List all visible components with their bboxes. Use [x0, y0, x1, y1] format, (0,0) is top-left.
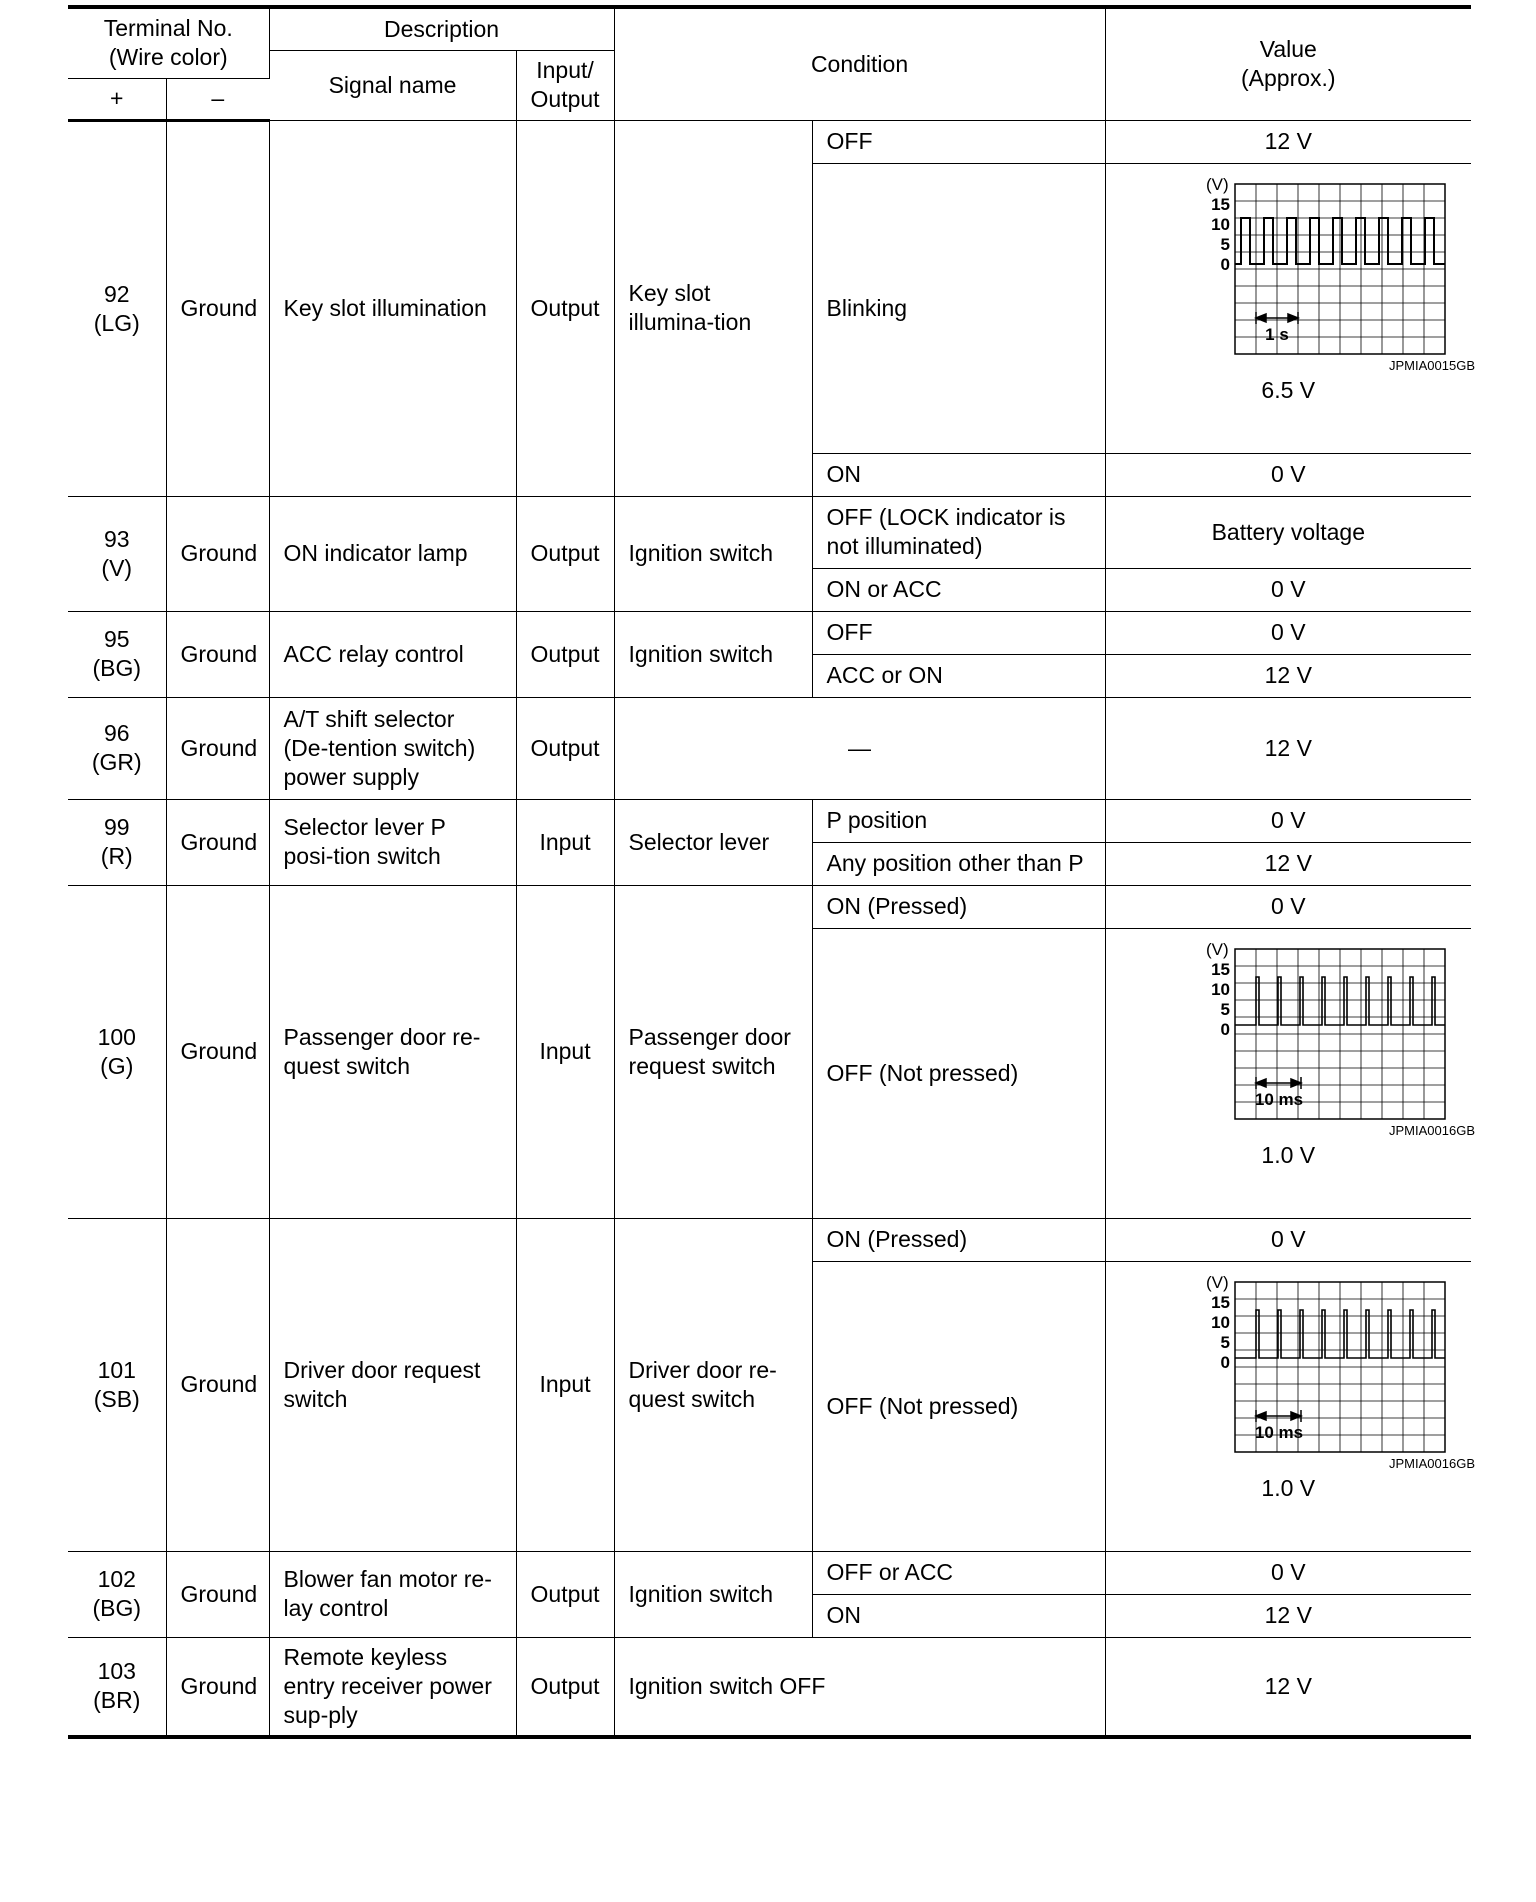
axis-tick: 15: [1211, 194, 1231, 214]
io-type: Output: [516, 697, 614, 799]
table-row: [68, 120, 1471, 163]
condition-state: P position: [812, 799, 1105, 842]
value: 0 V: [1105, 885, 1471, 928]
terminal-cell: [68, 697, 166, 799]
header-plus: +: [68, 78, 166, 120]
condition-state: OFF: [812, 611, 1105, 654]
axis-unit: (V): [1206, 174, 1229, 194]
value: 0 V: [1105, 799, 1471, 842]
header-value-label: Value: [1259, 36, 1317, 63]
header-description: Description: [269, 7, 614, 50]
signal-name: ON indicator lamp: [269, 496, 516, 611]
time-scale-label: 1 s: [1265, 324, 1290, 344]
header-terminal-no: Terminal No.: [103, 15, 233, 42]
terminal-cell: [68, 611, 166, 697]
condition-main: Key slot illumina-tion: [614, 120, 812, 496]
terminal-number: 103: [97, 1658, 136, 1685]
value: 1.0 V: [1261, 1474, 1316, 1501]
value-with-waveform: [1105, 928, 1476, 1218]
condition-state: ON (Pressed): [812, 1218, 1105, 1261]
value: 0 V: [1105, 1551, 1471, 1594]
terminal-spec-table: [68, 5, 1476, 1739]
wire-color: (BR): [93, 1687, 141, 1714]
axis-tick: 0: [1220, 1019, 1231, 1039]
minus-terminal: Ground: [166, 1551, 269, 1637]
signal-name: Selector lever P posi-tion switch: [269, 799, 516, 885]
signal-name: Blower fan motor re-lay control: [269, 1551, 516, 1637]
table-row: [68, 1218, 1471, 1261]
condition-main: Selector lever: [614, 799, 812, 885]
graph-code: JPMIA0016GB: [1389, 1455, 1476, 1471]
axis-unit: (V): [1206, 1272, 1229, 1292]
terminal-number: 95: [103, 626, 130, 652]
axis-unit: (V): [1206, 939, 1229, 959]
io-type: Output: [516, 496, 614, 611]
value: 0 V: [1105, 453, 1471, 496]
value: 12 V: [1105, 120, 1471, 163]
value-with-waveform: [1105, 163, 1476, 453]
header-signal-name: Signal name: [269, 50, 516, 120]
io-type: Input: [516, 885, 614, 1218]
terminal-cell: [68, 885, 166, 1218]
table-row: [68, 799, 1471, 842]
axis-tick: 10: [1211, 979, 1231, 999]
table-row: [68, 1637, 1471, 1737]
terminal-cell: [68, 496, 166, 611]
signal-name: Key slot illumination: [269, 120, 516, 496]
signal-name: A/T shift selector (De-tention switch) power supply: [269, 697, 516, 799]
io-type: Output: [516, 1551, 614, 1637]
terminal-cell: [68, 120, 166, 496]
condition-main: —: [614, 697, 1105, 799]
waveform-graph-blinking: [1138, 174, 1476, 374]
minus-terminal: Ground: [166, 697, 269, 799]
axis-tick: 10: [1211, 1312, 1231, 1332]
axis-tick: 0: [1220, 254, 1231, 274]
condition-main: Passenger door request switch: [614, 885, 812, 1218]
condition-state: ACC or ON: [812, 654, 1105, 697]
value: 0 V: [1105, 568, 1471, 611]
io-type: Output: [516, 1637, 614, 1737]
waveform-graph-driver: [1138, 1272, 1476, 1472]
condition-state: Blinking: [812, 163, 1105, 453]
condition-state: OFF or ACC: [812, 1551, 1105, 1594]
condition-state: OFF: [812, 120, 1105, 163]
condition-state: ON: [812, 1594, 1105, 1637]
terminal-number: 96: [103, 720, 130, 746]
wire-color: (R): [100, 843, 133, 869]
waveform-graph-passenger: [1138, 939, 1476, 1139]
value: Battery voltage: [1105, 496, 1471, 568]
signal-name: ACC relay control: [269, 611, 516, 697]
header-value: [1105, 7, 1471, 120]
minus-terminal: Ground: [166, 885, 269, 1218]
minus-terminal: Ground: [166, 496, 269, 611]
time-scale-label: 10 ms: [1255, 1089, 1304, 1109]
minus-terminal: Ground: [166, 611, 269, 697]
time-scale-marker: [1256, 1410, 1301, 1422]
time-scale-marker: [1256, 1077, 1301, 1089]
terminal-cell: [68, 1218, 166, 1551]
value: 12 V: [1105, 1594, 1471, 1637]
terminal-number: 100: [97, 1023, 136, 1050]
axis-tick: 5: [1220, 999, 1231, 1019]
value: 0 V: [1105, 1218, 1471, 1261]
minus-terminal: Ground: [166, 799, 269, 885]
value: 1.0 V: [1261, 1141, 1316, 1168]
terminal-number: 99: [103, 814, 130, 840]
minus-terminal: Ground: [166, 120, 269, 496]
header-io-output: Output: [530, 86, 600, 112]
terminal-number: 102: [97, 1566, 136, 1592]
value: 12 V: [1105, 842, 1471, 885]
header-value-approx: (Approx.): [1240, 65, 1336, 92]
condition-main: Ignition switch: [614, 611, 812, 697]
table-row: [68, 697, 1471, 799]
axis-tick: 15: [1211, 1292, 1231, 1312]
signal-name: Driver door request switch: [269, 1218, 516, 1551]
io-type: Input: [516, 1218, 614, 1551]
axis-tick: 5: [1220, 1332, 1231, 1352]
condition-main: Ignition switch: [614, 1551, 812, 1637]
minus-terminal: Ground: [166, 1218, 269, 1551]
condition-state: ON or ACC: [812, 568, 1105, 611]
header-row: [68, 7, 1471, 50]
header-condition: Condition: [614, 7, 1105, 120]
terminal-cell: [68, 1551, 166, 1637]
table-row: [68, 885, 1471, 928]
terminal-cell: [68, 1637, 166, 1737]
io-type: Output: [516, 611, 614, 697]
condition-main: Driver door re-quest switch: [614, 1218, 812, 1551]
value: 0 V: [1105, 611, 1471, 654]
signal-name: Remote keyless entry receiver power sup-ply: [269, 1637, 516, 1737]
condition-state: OFF (Not pressed): [812, 1261, 1105, 1551]
axis-tick: 10: [1211, 214, 1231, 234]
condition-state: OFF (LOCK indicator is not illuminated): [812, 496, 1105, 568]
value: 6.5 V: [1261, 376, 1316, 403]
header-minus: –: [166, 78, 269, 120]
wire-color: (BG): [92, 655, 142, 681]
io-type: Output: [516, 120, 614, 496]
terminal-number: 92: [103, 280, 130, 307]
header-io: [516, 50, 614, 120]
condition-state: ON (Pressed): [812, 885, 1105, 928]
wire-color: (LG): [93, 309, 140, 336]
wire-color: (SB): [93, 1385, 140, 1412]
axis-tick: 0: [1220, 1352, 1231, 1372]
graph-code: JPMIA0015GB: [1389, 357, 1476, 373]
condition-state: ON: [812, 453, 1105, 496]
terminal-number: 93: [103, 525, 130, 552]
terminal-cell: [68, 799, 166, 885]
axis-tick: 15: [1211, 959, 1231, 979]
axis-tick: 5: [1220, 234, 1231, 254]
condition-main: Ignition switch OFF: [614, 1637, 1105, 1737]
header-terminal: [68, 7, 269, 78]
minus-terminal: Ground: [166, 1637, 269, 1737]
condition-state: OFF (Not pressed): [812, 928, 1105, 1218]
wire-color: (BG): [92, 1595, 142, 1621]
graph-code: JPMIA0016GB: [1389, 1122, 1476, 1138]
table-row: [68, 611, 1471, 654]
table-row: [68, 496, 1471, 568]
header-wire-color: (Wire color): [108, 44, 228, 71]
value: 12 V: [1105, 1637, 1471, 1737]
io-type: Input: [516, 799, 614, 885]
header-io-input: Input/: [536, 57, 594, 83]
wire-color: (GR): [91, 749, 142, 775]
terminal-number: 101: [97, 1356, 136, 1383]
value: 12 V: [1105, 697, 1471, 799]
value-with-waveform: [1105, 1261, 1476, 1551]
condition-state: Any position other than P: [812, 842, 1105, 885]
wire-color: (V): [101, 554, 133, 581]
value: 12 V: [1105, 654, 1471, 697]
condition-main: Ignition switch: [614, 496, 812, 611]
table-row: [68, 1551, 1471, 1594]
time-scale-label: 10 ms: [1255, 1422, 1304, 1442]
signal-name: Passenger door re-quest switch: [269, 885, 516, 1218]
wire-color: (G): [100, 1052, 134, 1079]
